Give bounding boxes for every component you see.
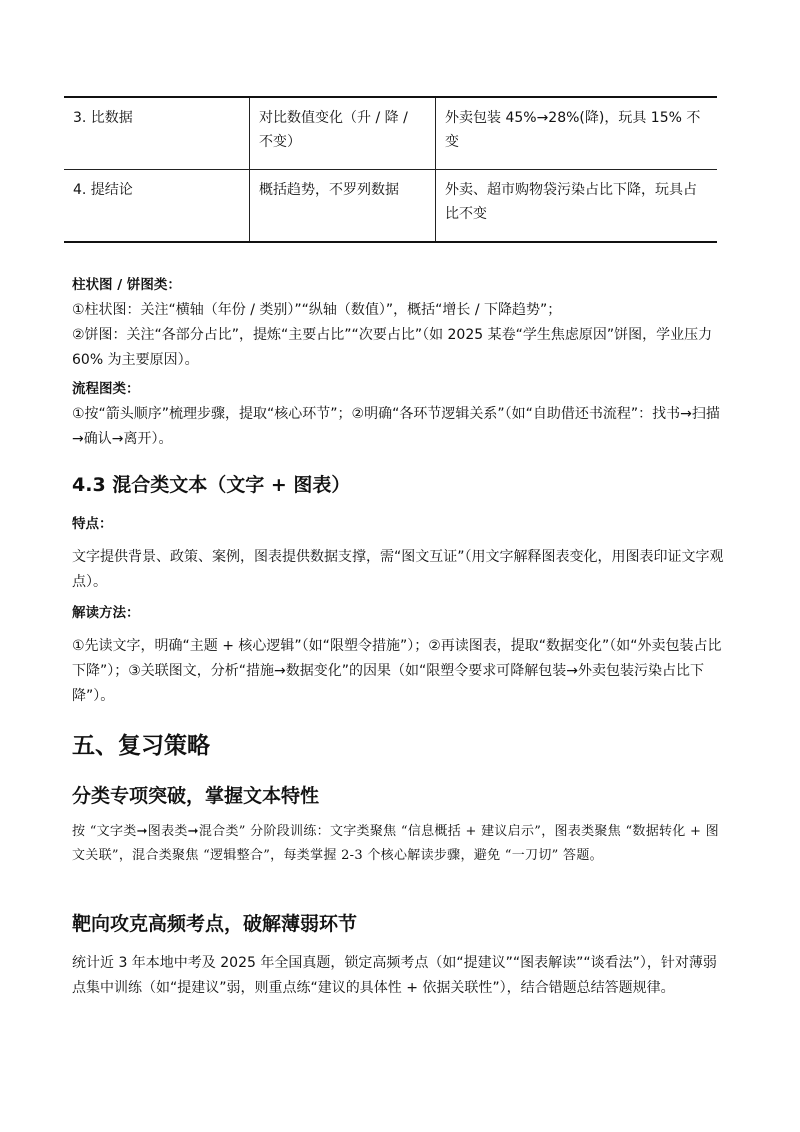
subheading-1-text: 按 “文字类➞图表类➞混合类” 分阶段训练：文字类聚焦 “信息概括 + 建议启示”，图表类聚焦 “数据转化 + 图文关联”，混合类聚焦 “逻辑整合”，每类掌握 2-3 个核心解读步骤，避免 “一刀切” 答题。 (72, 824, 719, 863)
chart-section-line1: ①柱状图：关注“横轴（年份 / 类别）”“纵轴（数值）”，概括“增长 / 下降趋势”； (72, 302, 562, 318)
chart-section-line2: ②饼图：关注“各部分占比”，提炼“主要占比”“次要占比”（如 2025 某卷“学生焦虑原因”饼图，学业压力 60% 为主要原因）。 (72, 327, 713, 368)
table-cell: 3. 比数据 (64, 97, 250, 170)
method-label: 解读方法： (72, 605, 140, 621)
steps-table (64, 96, 717, 243)
table-row (64, 170, 717, 243)
feature-block (72, 512, 728, 595)
method-text: ①先读文字，明确“主题 + 核心逻辑”（如“限塑令措施”）；②再读图表，提取“数据变化”（如“外卖包装占比下降”）；③关联图文，分析“措施→数据变化”的因果（如“限塑令要求可降解包装→外卖包装污染占比下降”）。 (72, 638, 722, 704)
flow-section-label: 流程图类： (72, 381, 140, 397)
table-cell: 对比数值变化（升 / 降 / 不变） (250, 97, 436, 170)
subheading-2: 靶向攻克高频考点，破解薄弱环节 (72, 913, 358, 935)
subheading-2-text: 统计近 3 年本地中考及 2025 年全国真题，锁定高频考点（如“提建议”“图表解读”“谈看法”），针对薄弱点集中训练（如“提建议”弱，则重点练“建议的具体性 + 依据关联性”），结合错题总结答题规律。 (72, 955, 717, 996)
table-row (64, 97, 717, 170)
flow-section-text: ①按“箭头顺序”梳理步骤，提取“核心环节”；②明确“各环节逻辑关系”（如“自助借还书流程”：找书→扫描→确认→离开）。 (72, 406, 720, 447)
table-cell: 外卖、超市购物袋污染占比下降，玩具占比不变 (436, 170, 718, 243)
chart-section (72, 273, 728, 373)
chapter-heading: 五、复习策略 (72, 733, 210, 759)
feature-text: 文字提供背景、政策、案例，图表提供数据支撑，需“图文互证”（用文字解释图表变化，用图表印证文字观点）。 (72, 549, 724, 590)
subheading-1: 分类专项突破，掌握文本特性 (72, 785, 320, 807)
chart-section-label: 柱状图 / 饼图类： (72, 277, 181, 293)
table-cell: 4. 提结论 (64, 170, 250, 243)
table-cell: 外卖包装 45%→28%(降)，玩具 15% 不变 (436, 97, 718, 170)
feature-label: 特点： (72, 516, 113, 532)
section-heading-4-3: 4.3 混合类文本（文字 + 图表） (72, 474, 351, 496)
method-block (72, 601, 728, 709)
table-cell: 概括趋势，不罗列数据 (250, 170, 436, 243)
flow-section (72, 377, 728, 452)
